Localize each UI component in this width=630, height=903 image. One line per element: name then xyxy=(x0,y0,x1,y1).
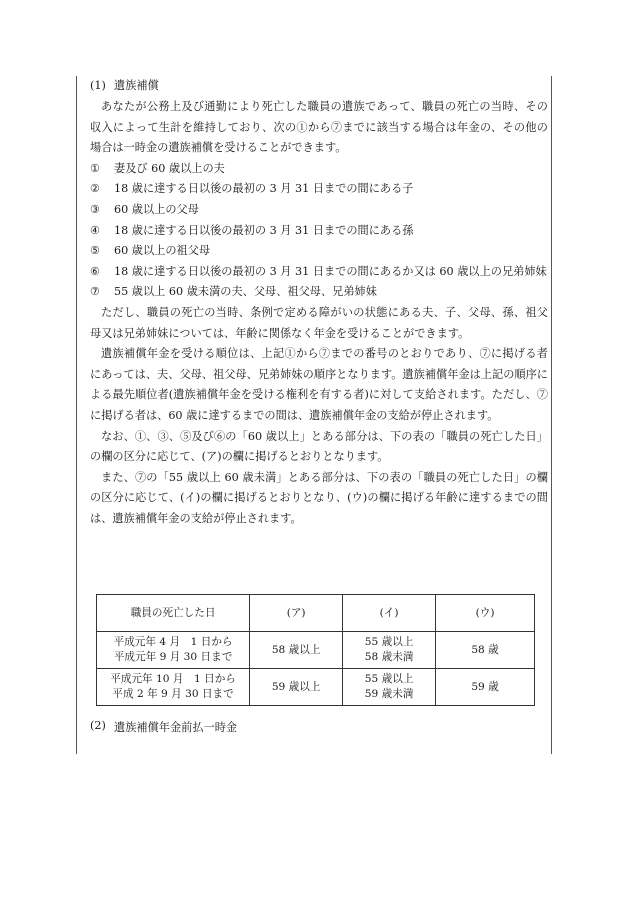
list-item-text: 60 歳以上の祖父母 xyxy=(114,244,211,258)
list-item xyxy=(90,282,548,303)
section-1-number: (1) xyxy=(90,79,106,92)
section-2-title: 遺族補償年金前払一時金 xyxy=(114,721,238,734)
header-a: (ア) xyxy=(250,595,343,632)
cell-a: 59 歳以上 xyxy=(250,669,343,706)
list-item-mark: ④ xyxy=(90,223,101,237)
cell-u: 59 歳 xyxy=(436,669,535,706)
list-item-mark: ⑥ xyxy=(90,264,101,278)
date-from: 平成元年 10 月 1 日から xyxy=(110,673,236,685)
cell-i xyxy=(343,669,436,706)
date-to: 平成 2 年 9 月 30 日まで xyxy=(112,688,234,700)
priority-paragraph: 遺族補償年金を受ける順位は、上記①から⑦までの番号のとおりであり、⑦に掲げる者にあっては、夫、父母、祖父母、兄弟姉妹の順序となります。遺族補償年金は上記の順序による最先順位者(遺族補償年金を受ける権利を有する者)に対して支給されます。ただし、⑦に掲げる者は、60 歳に達するまでの間は、遺族補償年金の支給が停止されます。 xyxy=(90,347,548,422)
cell-i-max: 58 歳未満 xyxy=(364,651,414,663)
frame-right-border xyxy=(551,76,552,754)
list-item xyxy=(90,241,548,262)
list-item xyxy=(90,200,548,221)
list-item-text: 60 歳以上の父母 xyxy=(114,202,199,216)
list-item-text: 18 歳に達する日以後の最初の 3 月 31 日までの間にあるか又は 60 歳以上の兄弟姉妹 xyxy=(114,264,547,278)
section-2-heading xyxy=(90,719,237,735)
section-1-title: 遺族補償 xyxy=(114,79,159,92)
list-item-mark: ⑦ xyxy=(90,285,101,299)
date-from: 平成元年 4 月 1 日から xyxy=(113,636,233,648)
table-header-row xyxy=(97,595,535,632)
list-item-mark: ② xyxy=(90,182,101,196)
cell-i-min: 55 歳以上 xyxy=(364,636,414,648)
list-item xyxy=(90,179,548,200)
list-item-text: 妻及び 60 歳以上の夫 xyxy=(114,161,225,175)
age-note-paragraph: なお、①、③、⑤及び⑥の「60 歳以上」とある部分は、下の表の「職員の死亡した日」の欄の区分に応じて、(ア)の欄に掲げるとおりとなります。 xyxy=(90,429,548,464)
cell-a: 58 歳以上 xyxy=(250,632,343,669)
list-item-mark: ③ xyxy=(90,202,101,216)
section-2-number: (2) xyxy=(90,719,106,732)
age-table xyxy=(96,594,535,706)
cell-u: 58 歳 xyxy=(436,632,535,669)
list-item xyxy=(90,262,548,283)
list-item xyxy=(90,221,548,242)
header-death-date: 職員の死亡した日 xyxy=(97,595,250,632)
section-1 xyxy=(90,76,548,529)
list-item xyxy=(90,159,548,180)
table-row xyxy=(97,632,535,669)
list-item-text: 18 歳に達する日以後の最初の 3 月 31 日までの間にある孫 xyxy=(114,223,414,237)
disability-paragraph: ただし、職員の死亡の当時、条例で定める障がいの状態にある夫、子、父母、孫、祖父母又は兄弟姉妹については、年齢に関係なく年金を受けることができます。 xyxy=(90,305,548,340)
frame-left-border xyxy=(76,76,77,754)
table-row xyxy=(97,669,535,706)
list-item-text: 55 歳以上 60 歳未満の夫、父母、祖父母、兄弟姉妹 xyxy=(114,285,377,299)
cell-death-date xyxy=(97,669,250,706)
header-u: (ウ) xyxy=(436,595,535,632)
list-item-mark: ① xyxy=(90,161,101,175)
intro-paragraph: あなたが公務上及び通勤により死亡した職員の遺族であって、職員の死亡の当時、その収入によって生計を維持しており、次の①から⑦までに該当する場合は年金の、その他の場合は一時金の遺族補償を受けることができます。 xyxy=(90,100,548,155)
cell-i-min: 55 歳以上 xyxy=(364,673,414,685)
list-item-mark: ⑤ xyxy=(90,244,101,258)
header-i: (イ) xyxy=(343,595,436,632)
suspension-paragraph: また、⑦の「55 歳以上 60 歳未満」とある部分は、下の表の「職員の死亡した日」の欄の区分に応じて、(イ)の欄に掲げるとおりとなり、(ウ)の欄に掲げる年齢に達するまでの間は、遺族補償年金の支給が停止されます。 xyxy=(90,470,548,525)
cell-i-max: 59 歳未満 xyxy=(364,688,414,700)
section-1-heading xyxy=(90,76,548,97)
cell-death-date xyxy=(97,632,250,669)
list-item-text: 18 歳に達する日以後の最初の 3 月 31 日までの間にある子 xyxy=(114,182,414,196)
date-to: 平成元年 9 月 30 日まで xyxy=(113,651,233,663)
cell-i xyxy=(343,632,436,669)
